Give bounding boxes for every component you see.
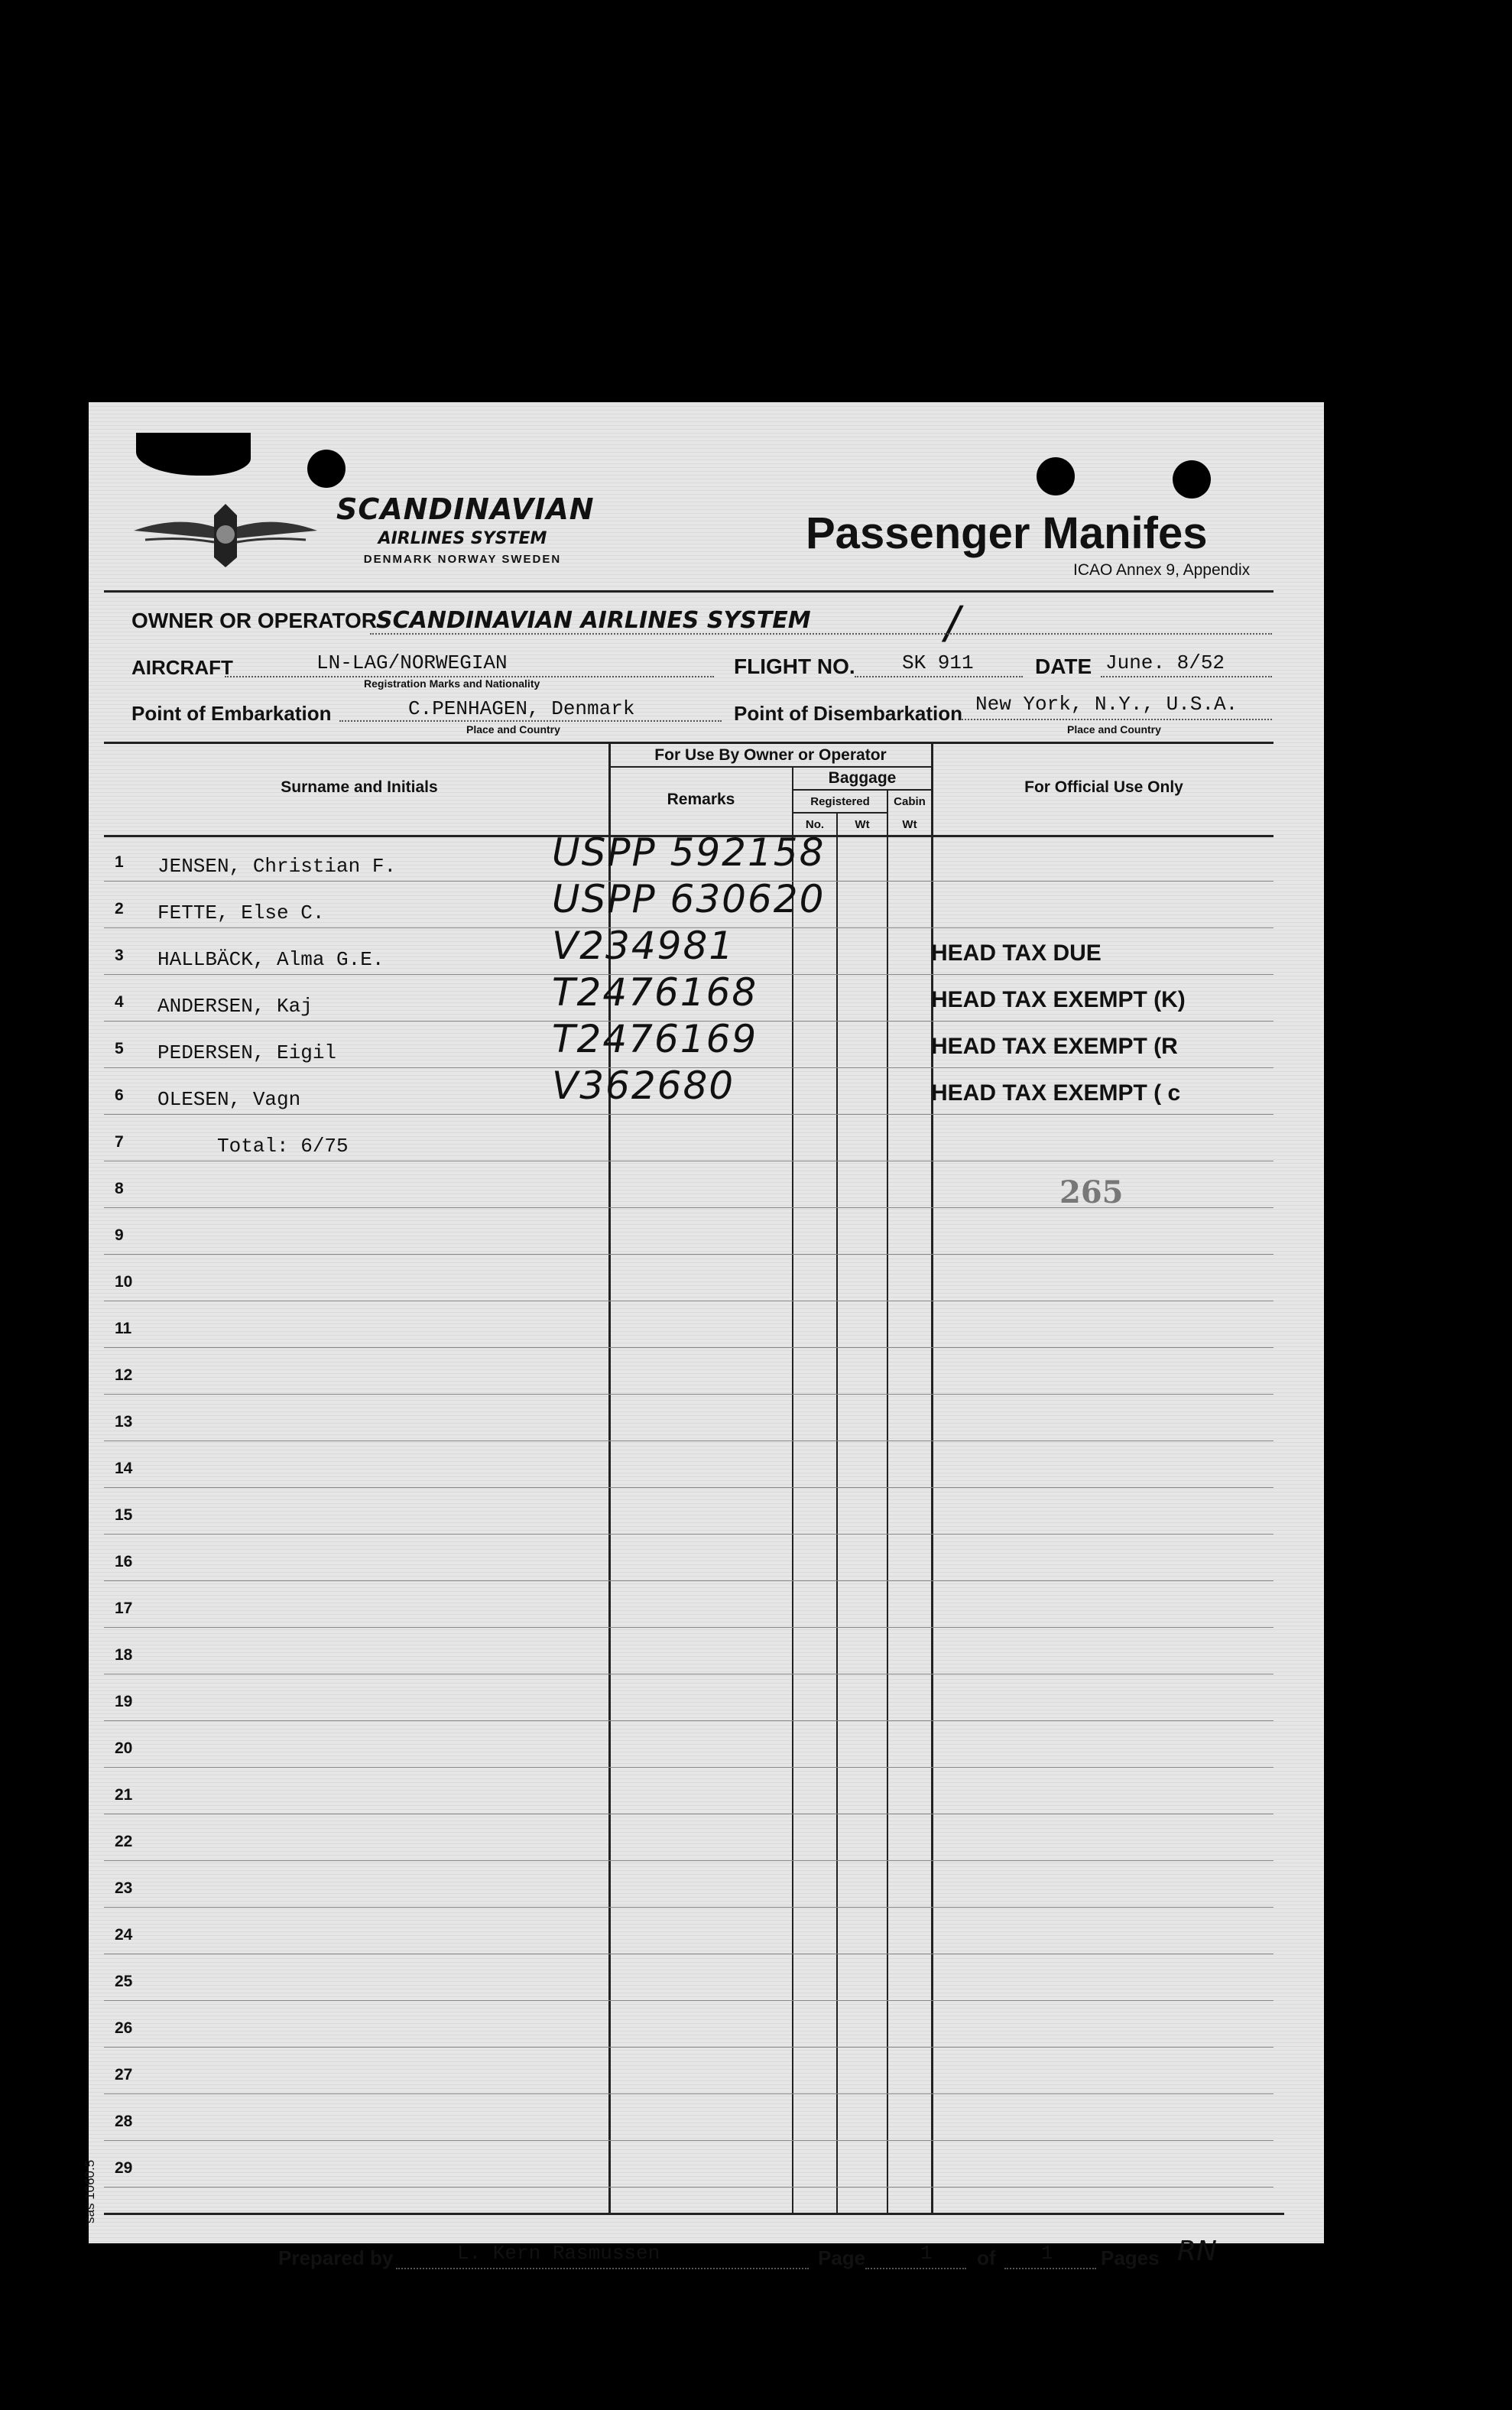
table-top-rule: [104, 742, 1274, 744]
manifest-sheet: [89, 402, 1324, 2243]
cabin-wt-header: Wt: [902, 818, 917, 831]
row-number: 28: [115, 2113, 133, 2130]
pages-label: Pages: [1101, 2246, 1160, 2269]
prepared-value: L. Kern Rasmussen: [457, 2242, 660, 2265]
official-note: HEAD TAX EXEMPT (R: [931, 1034, 1178, 1059]
passport-remark: T2476168: [552, 970, 758, 1015]
row-rule: [104, 2093, 1274, 2094]
aircraft-label: AIRCRAFT: [131, 656, 233, 679]
disembark-underline: [962, 719, 1272, 720]
row-number: 15: [115, 1506, 133, 1524]
row-rule: [104, 2047, 1274, 2048]
official-note: HEAD TAX EXEMPT (K): [931, 987, 1186, 1012]
passenger-name: Total: 6/75: [217, 1135, 349, 1158]
official-note: HEAD TAX EXEMPT ( c: [931, 1080, 1181, 1106]
prepared-label: Prepared by: [278, 2246, 394, 2269]
row-number: 2: [115, 900, 124, 918]
col-divider-cabin: [887, 789, 888, 2213]
passenger-name: HALLBÄCK, Alma G.E.: [157, 948, 384, 971]
passenger-name: PEDERSEN, Eigil: [157, 1041, 337, 1064]
row-number: 23: [115, 1879, 133, 1897]
owner-use-rule: [610, 766, 931, 768]
row-number: 11: [115, 1320, 132, 1337]
prepared-underline: [396, 2268, 809, 2269]
aircraft-value: LN-LAG/NORWEGIAN: [316, 651, 508, 674]
row-rule: [104, 2140, 1274, 2141]
punch-hole: [1037, 457, 1075, 495]
punch-hole: [307, 450, 346, 488]
row-number: 5: [115, 1040, 124, 1057]
brand-line-3: DENMARK NORWAY SWEDEN: [363, 553, 562, 566]
owner-mark: /: [945, 596, 960, 648]
row-number: 26: [115, 2019, 133, 2037]
of-value: 1: [1041, 2242, 1053, 2265]
row-rule: [104, 1440, 1274, 1441]
page-underline: [865, 2268, 966, 2269]
row-rule: [104, 1720, 1274, 1721]
form-reference: sas 1060.5: [83, 2159, 97, 2223]
registered-rule: [793, 812, 887, 814]
document-subtitle: ICAO Annex 9, Appendix: [1073, 561, 1251, 579]
passenger-name: OLESEN, Vagn: [157, 1088, 301, 1111]
baggage-header: Baggage: [828, 769, 897, 787]
document-title: Passenger Manifes: [806, 508, 1208, 558]
row-number: 19: [115, 1693, 133, 1710]
page-value: 1: [920, 2242, 933, 2265]
date-underline: [1101, 676, 1272, 677]
owner-label: OWNER OR OPERATOR: [131, 609, 377, 632]
airline-logo: [130, 500, 321, 569]
row-number: 9: [115, 1226, 124, 1244]
row-number: 20: [115, 1739, 133, 1757]
row-rule: [104, 1254, 1274, 1255]
row-rule: [104, 1907, 1274, 1908]
official-note: HEAD TAX DUE: [931, 940, 1102, 966]
embark-underline: [339, 720, 722, 722]
flight-label: FLIGHT NO.: [734, 654, 855, 678]
row-rule: [104, 2187, 1274, 2188]
row-number: 3: [115, 947, 124, 964]
name-col-header: Surname and Initials: [281, 778, 438, 796]
passport-remark: V362680: [552, 1064, 735, 1108]
header-rule: [104, 590, 1274, 593]
row-number: 16: [115, 1553, 133, 1570]
embark-caption: Place and Country: [466, 723, 560, 736]
row-rule: [104, 1394, 1274, 1395]
of-label: of: [977, 2246, 996, 2269]
no-header: No.: [805, 818, 825, 831]
cabin-header: Cabin: [894, 795, 926, 808]
embark-value: C.PENHAGEN, Denmark: [408, 697, 635, 720]
row-rule: [104, 1767, 1274, 1768]
row-rule: [104, 1627, 1274, 1628]
row-number: 27: [115, 2066, 133, 2084]
row-number: 17: [115, 1600, 133, 1617]
passport-remark: T2476169: [552, 1017, 758, 1061]
remarks-header: Remarks: [667, 791, 735, 808]
brand-line-2: AIRLINES SYSTEM: [378, 529, 547, 548]
row-number: 24: [115, 1926, 133, 1944]
disembark-value: New York, N.Y., U.S.A.: [975, 693, 1238, 716]
owner-use-header: For Use By Owner or Operator: [654, 746, 887, 764]
row-number: 6: [115, 1086, 124, 1104]
of-underline: [1004, 2268, 1096, 2269]
table-bottom-rule: [104, 2213, 1284, 2215]
owner-value: SCANDINAVIAN AIRLINES SYSTEM: [376, 607, 811, 634]
brand-line-1: SCANDINAVIAN: [336, 492, 595, 526]
row-number: 12: [115, 1366, 133, 1384]
col-divider-baggage: [792, 766, 793, 2213]
passenger-name: ANDERSEN, Kaj: [157, 995, 313, 1018]
row-rule: [104, 1347, 1274, 1348]
row-rule: [104, 1114, 1274, 1115]
row-rule: [104, 1487, 1274, 1488]
owner-underline: [370, 633, 1272, 635]
date-label: DATE: [1035, 654, 1092, 678]
passport-remark: V234981: [552, 924, 735, 968]
official-header: For Official Use Only: [1024, 778, 1183, 796]
airline-brand: [336, 492, 595, 566]
passenger-name: JENSEN, Christian F.: [157, 855, 397, 878]
baggage-rule: [793, 789, 931, 791]
flight-value: SK 911: [902, 651, 974, 674]
initials: RN: [1177, 2236, 1217, 2267]
passport-remark: USPP 630620: [552, 877, 826, 921]
disembark-label: Point of Disembarkation: [734, 702, 963, 725]
stamp-number: 265: [1059, 1174, 1124, 1210]
embark-label: Point of Embarkation: [131, 702, 332, 725]
row-number: 29: [115, 2159, 133, 2177]
flight-underline: [855, 676, 1023, 677]
row-number: 7: [115, 1133, 124, 1151]
passenger-name: FETTE, Else C.: [157, 901, 325, 924]
row-number: 21: [115, 1786, 133, 1804]
row-number: 4: [115, 993, 124, 1011]
row-rule: [104, 1860, 1274, 1861]
row-number: 18: [115, 1646, 133, 1664]
row-number: 25: [115, 1973, 133, 1990]
registered-header: Registered: [810, 795, 870, 808]
row-number: 22: [115, 1833, 133, 1850]
disembark-caption: Place and Country: [1067, 723, 1161, 736]
row-number: 1: [115, 853, 124, 871]
row-number: 13: [115, 1413, 133, 1431]
row-rule: [104, 1534, 1274, 1535]
punch-hole: [1173, 460, 1211, 499]
row-number: 10: [115, 1273, 133, 1291]
aircraft-caption: Registration Marks and Nationality: [364, 677, 540, 690]
passport-remark: USPP 592158: [552, 830, 826, 875]
row-number: 8: [115, 1180, 124, 1197]
col-divider-wt: [836, 812, 838, 2213]
row-rule: [104, 1580, 1274, 1581]
date-value: June. 8/52: [1105, 651, 1225, 674]
wt-header: Wt: [855, 818, 870, 831]
page-label: Page: [818, 2246, 866, 2269]
row-number: 14: [115, 1460, 133, 1477]
row-rule: [104, 2000, 1274, 2001]
